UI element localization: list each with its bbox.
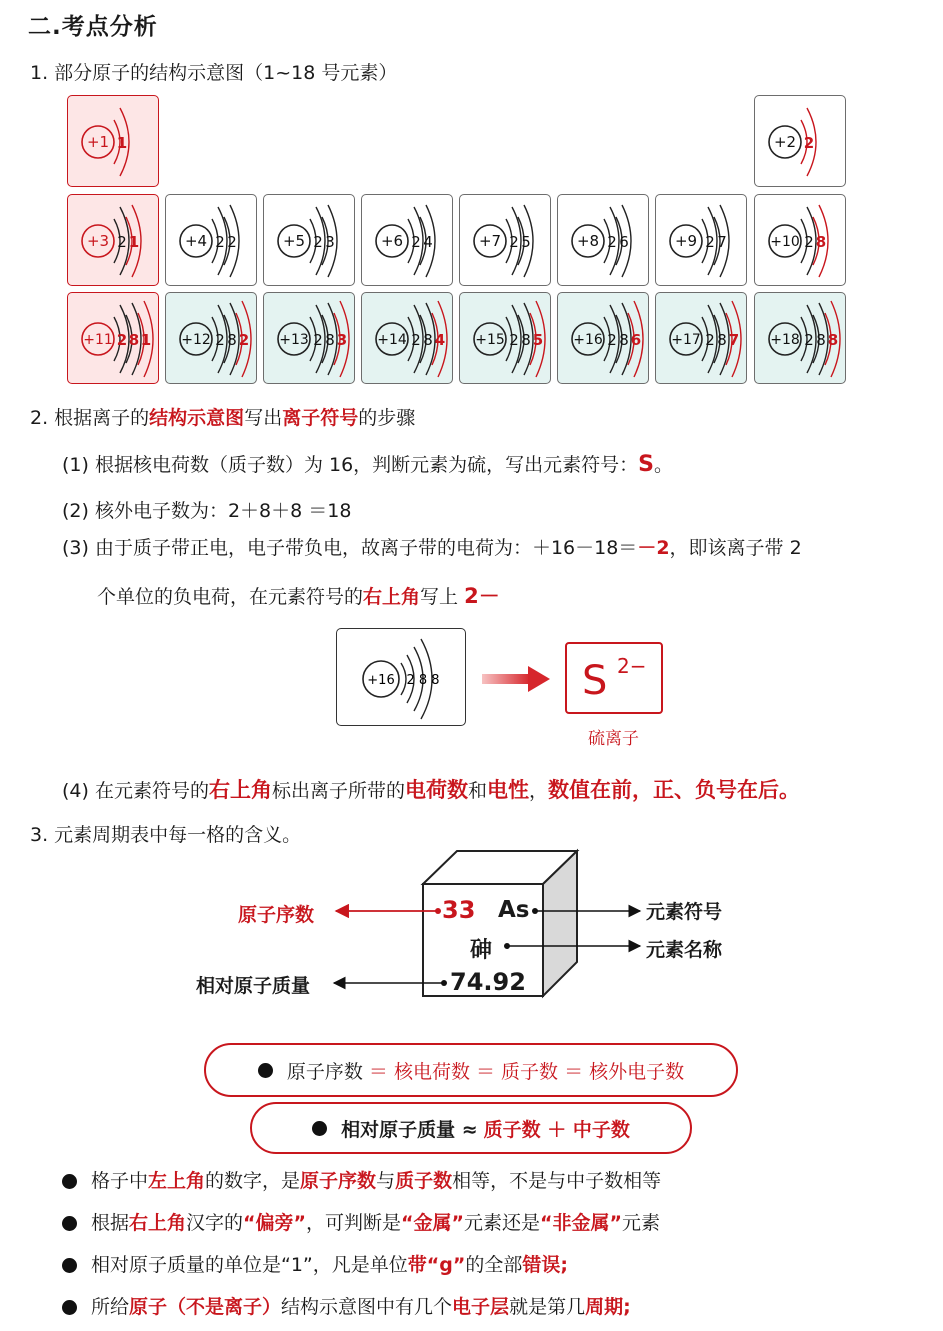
atom-cell: [557, 194, 649, 286]
atom-cell: [655, 194, 747, 286]
shell-electron-count: 2: [313, 233, 323, 251]
section3-title: 3. 元素周期表中每一格的含义。: [30, 824, 302, 846]
nucleus-charge-label: +16: [573, 332, 603, 348]
arrow-right-icon: [482, 664, 552, 694]
step-3-continued: 个单位的负电荷，在元素符号的右上角写上 2－: [97, 584, 500, 608]
shell-electron-count: 2: [509, 233, 519, 251]
nucleus-charge-label: +17: [671, 332, 701, 348]
atom-structure-diagram: [68, 96, 160, 188]
nucleus-charge-label: +10: [770, 234, 800, 250]
label-atomic-number: 原子序数: [238, 904, 315, 926]
nucleus-charge-label: +14: [377, 332, 407, 348]
atom-cell: [754, 292, 846, 384]
shell-electron-count: 2: [313, 331, 323, 349]
shell-electron-count: 2: [607, 331, 617, 349]
atom-structure-diagram: [460, 195, 552, 287]
shell-electron-count: 3: [325, 233, 335, 251]
nucleus-charge-label: +6: [380, 232, 404, 250]
shell-electron-count: 4: [423, 233, 433, 251]
step-4: (4) 在元素符号的右上角标出离子所带的电荷数和电性，数值在前，正、负号在后。: [62, 778, 801, 802]
nucleus-charge-label: +12: [181, 332, 211, 348]
atom-cell: [165, 292, 257, 384]
atom-structure-diagram: [755, 96, 847, 188]
nucleus-charge-label: +4: [184, 232, 208, 250]
nucleus-charge-label: +9: [674, 232, 698, 250]
shell-electron-count: 2: [117, 233, 127, 251]
atom-structure-diagram: [558, 293, 650, 385]
shell-electron-count: 8: [128, 331, 140, 349]
nucleus-charge-label: +7: [478, 232, 502, 250]
shell-electron-count: 2: [803, 134, 815, 152]
cell-element-name: 砷: [470, 938, 493, 963]
nucleus-charge-label: +18: [770, 332, 800, 348]
shell-electron-count: 2: [705, 233, 715, 251]
shell-electron-count: 8: [815, 233, 827, 251]
atom-cell: [459, 292, 551, 384]
formula-pill-atomic-mass: 相对原子质量 ≈ 质子数 ＋ 中子数: [250, 1102, 692, 1154]
ion-charge: 2−: [617, 654, 647, 678]
shell-electron-count: 2: [238, 331, 250, 349]
shell-electron-count: 8: [521, 331, 531, 349]
atom-cell: [165, 194, 257, 286]
section1-title: 1. 部分原子的结构示意图（1~18 号元素）: [30, 62, 398, 84]
ion-caption: 硫离子: [588, 729, 639, 749]
atom-structure-diagram: [755, 195, 847, 287]
step-1: (1) 根据核电荷数（质子数）为 16，判断元素为硫，写出元素符号：S。: [62, 452, 674, 477]
sulfur-ion-structure-diagram: [337, 629, 467, 727]
shell-electron-count: 2: [215, 331, 225, 349]
shell-electron-count: 7: [728, 331, 740, 349]
shell-electron-count: 2: [509, 331, 519, 349]
atom-cell: [754, 95, 846, 187]
shell-electron-count: 8: [827, 331, 839, 349]
atom-cell: [361, 194, 453, 286]
shell-electron-count: 6: [619, 233, 629, 251]
ion-symbol: S: [582, 658, 608, 704]
atom-structure-diagram: [656, 195, 748, 287]
shell-electron-count: 8: [619, 331, 629, 349]
shell-electron-count: 2: [227, 233, 237, 251]
bullet-3: 相对原子质量的单位是“1”，凡是单位带“g”的全部错误;: [62, 1250, 568, 1277]
atom-structure-diagram: [755, 293, 847, 385]
atom-structure-diagram: [264, 293, 356, 385]
sulfide-ion-symbol-box: [565, 642, 663, 714]
step-3: (3) 由于质子带正电，电子带负电，故离子带的电荷为：＋16－18＝－2，即该离子带 2: [62, 537, 802, 559]
shell-electron-count: 5: [532, 331, 544, 349]
shell-electron-count: 5: [521, 233, 531, 251]
atom-structure-diagram: [460, 293, 552, 385]
atom-structure-diagram: [166, 195, 258, 287]
shell-electron-count: 1: [128, 233, 140, 251]
nucleus-charge-label: +1: [86, 133, 110, 151]
atom-cell: [754, 194, 846, 286]
shell-electron-count: 1: [140, 331, 152, 349]
atom-structure-diagram: [362, 293, 454, 385]
shell-electron-count: 3: [336, 331, 348, 349]
shell-electron-count: 6: [630, 331, 642, 349]
atom-structure-diagram: [166, 293, 258, 385]
shell-electron-count: 2: [607, 233, 617, 251]
label-element-name: 元素名称: [646, 939, 723, 961]
atom-cell: [67, 194, 159, 286]
bullet-4: 所给原子（不是离子）结构示意图中有几个电子层就是第几周期;: [62, 1292, 631, 1319]
nucleus-charge-label: +3: [86, 232, 110, 250]
step-2: (2) 核外电子数为：2＋8＋8 ＝18: [62, 500, 352, 522]
bullet-1: 格子中左上角的数字，是原子序数与质子数相等，不是与中子数相等: [62, 1166, 661, 1193]
bullet-dot: [258, 1063, 273, 1078]
label-atomic-mass: 相对原子质量: [196, 975, 311, 997]
atom-cell: [361, 292, 453, 384]
atom-cell: [67, 95, 159, 187]
shell-electron-count: 8: [816, 331, 826, 349]
nucleus-charge-label: +11: [83, 332, 113, 348]
bullet-dot: [312, 1121, 327, 1136]
atom-structure-diagram: [68, 195, 160, 287]
shell-electron-count: 2: [705, 331, 715, 349]
shell-electron-count: 8: [717, 331, 727, 349]
bullet-2: 根据右上角汉字的“偏旁”，可判断是“金属”元素还是“非金属”元素: [62, 1208, 660, 1235]
sulfur-nucleus-label: +16: [367, 673, 395, 688]
atom-cell: [67, 292, 159, 384]
shell-electron-count: 2: [215, 233, 225, 251]
label-element-symbol: 元素符号: [646, 901, 723, 923]
atom-structure-diagram: [264, 195, 356, 287]
atom-cell: [263, 292, 355, 384]
shell-electron-count: 8: [227, 331, 237, 349]
nucleus-charge-label: +5: [282, 232, 306, 250]
shell-electron-count: 2: [804, 331, 814, 349]
atom-structure-diagram: [656, 293, 748, 385]
shell-electron-count: 1: [116, 134, 128, 152]
atom-cell: [655, 292, 747, 384]
formula-pill-atomic-number: 原子序数 ＝ 核电荷数 ＝ 质子数 ＝ 核外电子数: [204, 1043, 738, 1097]
shell-electron-count: 7: [717, 233, 727, 251]
shell-electron-count: 4: [434, 331, 446, 349]
sulfur-shells-label: 2 8 8: [406, 673, 440, 688]
sulfur-ion-structure-box: [336, 628, 466, 726]
shell-electron-count: 2: [116, 331, 128, 349]
atom-structure-diagram: [362, 195, 454, 287]
shell-electron-count: 2: [411, 233, 421, 251]
shell-electron-count: 8: [325, 331, 335, 349]
cell-atomic-number: 33: [442, 896, 476, 924]
nucleus-charge-label: +2: [773, 133, 797, 151]
atom-cell: [557, 292, 649, 384]
atom-structure-diagram: [558, 195, 650, 287]
cell-element-symbol: As: [498, 897, 530, 923]
atom-cell: [459, 194, 551, 286]
shell-electron-count: 2: [411, 331, 421, 349]
section-heading: 二.考点分析: [28, 14, 158, 40]
cell-atomic-mass: 74.92: [450, 968, 526, 996]
atom-structure-diagram: [68, 293, 160, 385]
shell-electron-count: 2: [804, 233, 814, 251]
nucleus-charge-label: +8: [576, 232, 600, 250]
nucleus-charge-label: +13: [279, 332, 309, 348]
atom-cell: [263, 194, 355, 286]
section2-title: 2. 根据离子的结构示意图写出离子符号的步骤: [30, 407, 416, 429]
nucleus-charge-label: +15: [475, 332, 505, 348]
shell-electron-count: 8: [423, 331, 433, 349]
